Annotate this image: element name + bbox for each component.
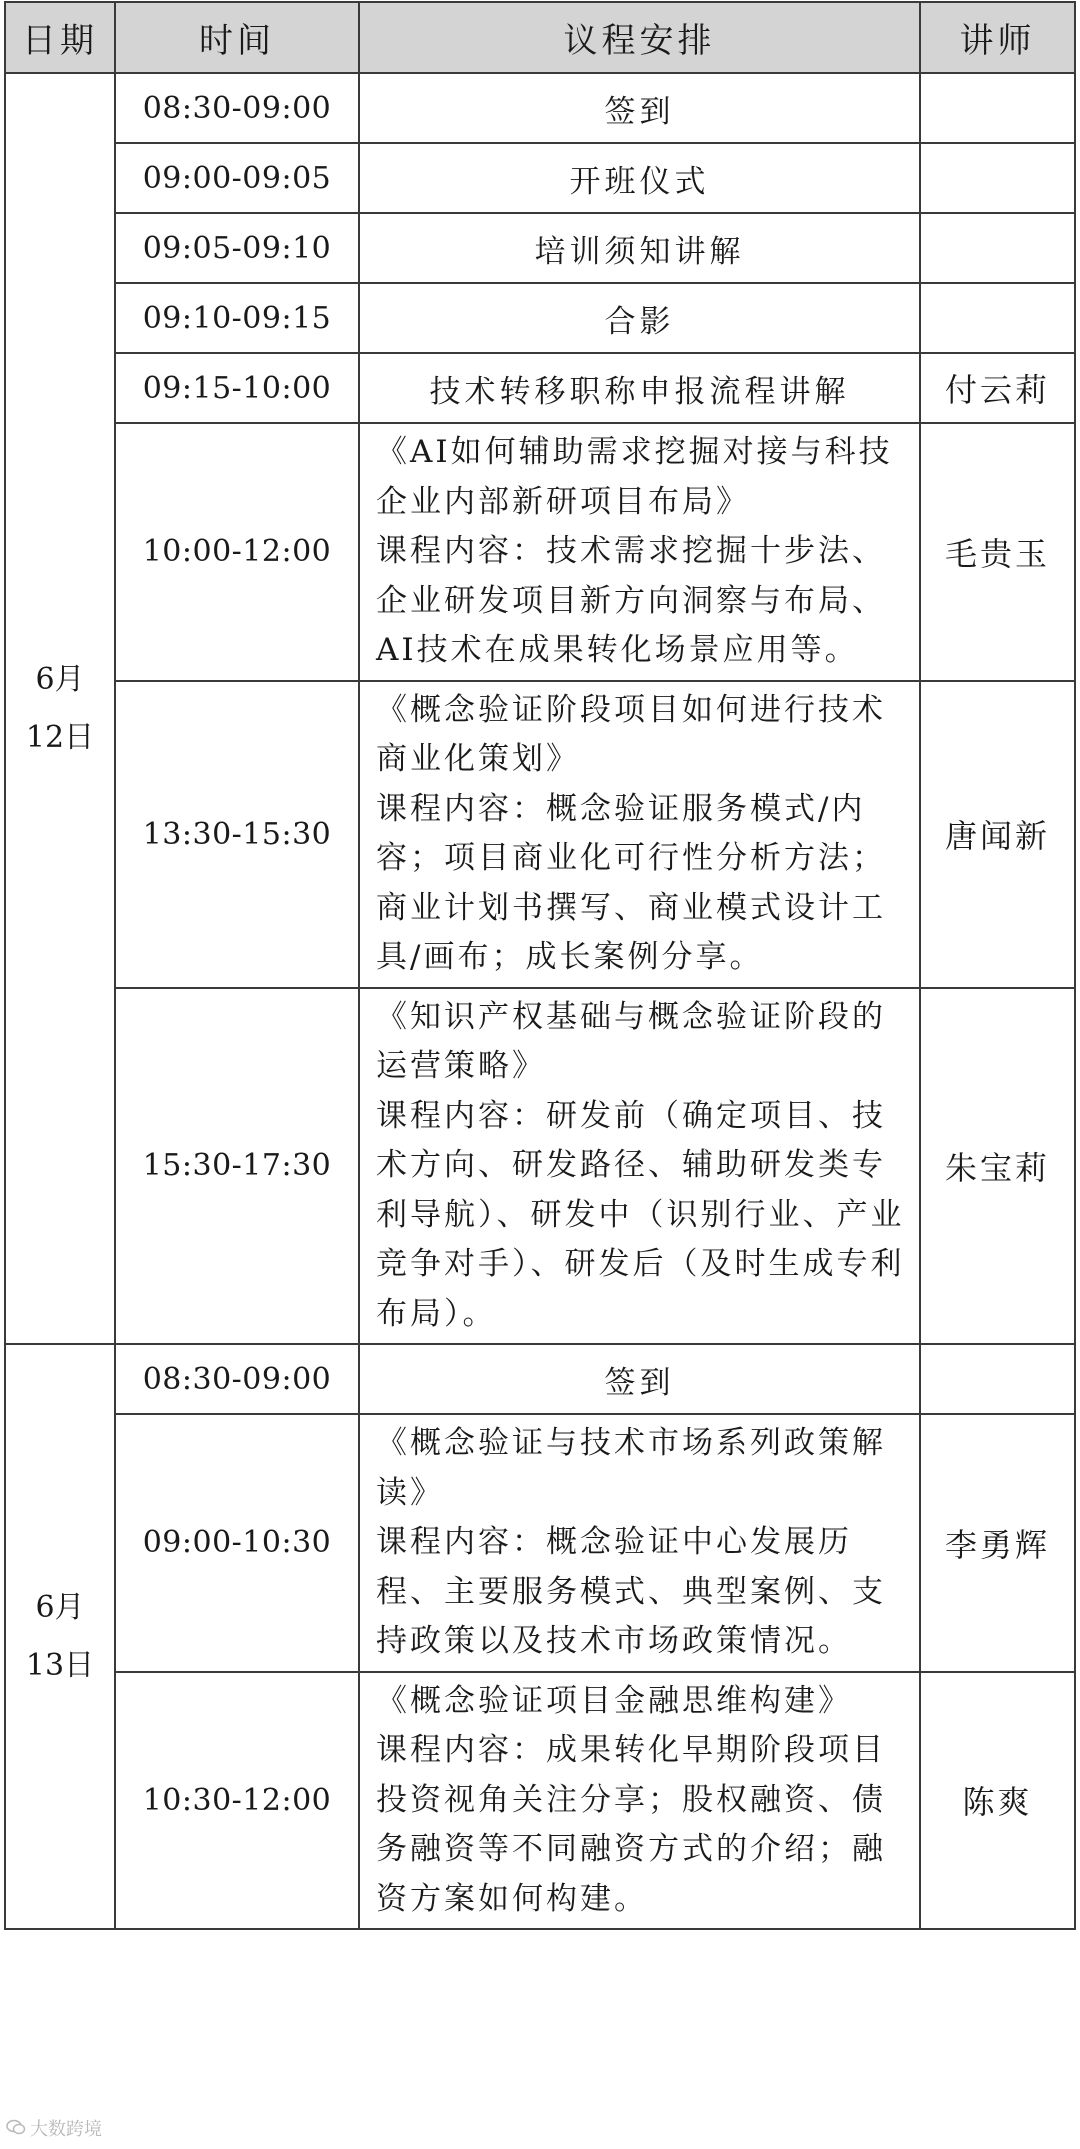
header-time: 时间: [115, 2, 359, 73]
table-row: [5, 988, 1075, 1345]
agenda-table: [4, 1, 1076, 1930]
wechat-logo-icon: [6, 2119, 26, 2140]
time-cell: 08:30-09:00: [115, 1344, 359, 1414]
date-cell: [5, 73, 115, 1344]
course-title: 《AI如何辅助需求挖掘对接与科技企业内部新研项目布局》: [376, 434, 893, 520]
time-cell: 10:00-12:00: [115, 423, 359, 681]
course-description: 课程内容：成果转化早期阶段项目投资视角关注分享；股权融资、债务融资等不同融资方式的介绍；融资方案如何构建。: [376, 1732, 886, 1917]
table-row: [5, 1672, 1075, 1930]
topic-cell: 技术转移职称申报流程讲解: [359, 353, 920, 423]
date-day: 13日: [25, 1647, 95, 1683]
header-row: [5, 2, 1075, 73]
lecturer-cell: [920, 213, 1075, 283]
header-date: 日期: [5, 2, 115, 73]
course-description: 课程内容：概念验证中心发展历程、主要服务模式、典型案例、支持政策以及技术市场政策情况。: [376, 1524, 886, 1659]
time-cell: 08:30-09:00: [115, 73, 359, 143]
lecturer-cell: [920, 143, 1075, 213]
topic-cell: 签到: [359, 73, 920, 143]
course-title: 《概念验证与技术市场系列政策解读》: [376, 1425, 886, 1511]
course-title: 《概念验证阶段项目如何进行技术商业化策划》: [376, 691, 886, 777]
watermark-text: 大数跨境: [30, 2119, 102, 2140]
lecturer-cell: 陈爽: [920, 1672, 1075, 1930]
table-row: [5, 1344, 1075, 1414]
table-row: [5, 213, 1075, 283]
lecturer-cell: [920, 283, 1075, 353]
time-cell: 09:00-09:05: [115, 143, 359, 213]
date-cell: [5, 1344, 115, 1929]
topic-cell: 开班仪式: [359, 143, 920, 213]
time-cell: 09:00-10:30: [115, 1414, 359, 1672]
header-agenda: 议程安排: [359, 2, 920, 73]
topic-cell: [359, 423, 920, 681]
table-row: [5, 73, 1075, 143]
table-row: [5, 283, 1075, 353]
topic-cell: [359, 1672, 920, 1930]
course-title: 《概念验证项目金融思维构建》: [376, 1682, 852, 1719]
table-row: [5, 423, 1075, 681]
topic-cell: [359, 988, 920, 1345]
time-cell: 13:30-15:30: [115, 681, 359, 988]
time-cell: 09:10-09:15: [115, 283, 359, 353]
lecturer-cell: 唐闻新: [920, 681, 1075, 988]
table-row: [5, 143, 1075, 213]
course-description: 课程内容：概念验证服务模式/内容；项目商业化可行性分析方法；商业计划书撰写、商业模式设计工具/画布；成长案例分享。: [376, 790, 886, 975]
date-month: 6月: [35, 1589, 85, 1625]
header-lecturer: 讲师: [920, 2, 1075, 73]
lecturer-cell: [920, 1344, 1075, 1414]
lecturer-cell: 朱宝莉: [920, 988, 1075, 1345]
table-row: [5, 353, 1075, 423]
time-cell: 10:30-12:00: [115, 1672, 359, 1930]
table-row: [5, 1414, 1075, 1672]
lecturer-cell: [920, 73, 1075, 143]
topic-cell: 签到: [359, 1344, 920, 1414]
time-cell: 09:05-09:10: [115, 213, 359, 283]
course-title: 《知识产权基础与概念验证阶段的运营策略》: [376, 998, 886, 1084]
date-month: 6月: [35, 661, 85, 697]
table-row: [5, 681, 1075, 988]
lecturer-cell: 李勇辉: [920, 1414, 1075, 1672]
topic-cell: [359, 1414, 920, 1672]
course-description: 课程内容：技术需求挖掘十步法、企业研发项目新方向洞察与布局、AI技术在成果转化场景应用等。: [376, 533, 886, 668]
topic-cell: 培训须知讲解: [359, 213, 920, 283]
lecturer-cell: 毛贵玉: [920, 423, 1075, 681]
topic-cell: [359, 681, 920, 988]
time-cell: 09:15-10:00: [115, 353, 359, 423]
topic-cell: 合影: [359, 283, 920, 353]
lecturer-cell: 付云莉: [920, 353, 1075, 423]
watermark: [6, 2115, 102, 2141]
time-cell: 15:30-17:30: [115, 988, 359, 1345]
date-day: 12日: [25, 719, 95, 755]
course-description: 课程内容：研发前（确定项目、技术方向、研发路径、辅助研发类专利导航）、研发中（识别行业、产业竞争对手）、研发后（及时生成专利布局）。: [376, 1097, 905, 1332]
